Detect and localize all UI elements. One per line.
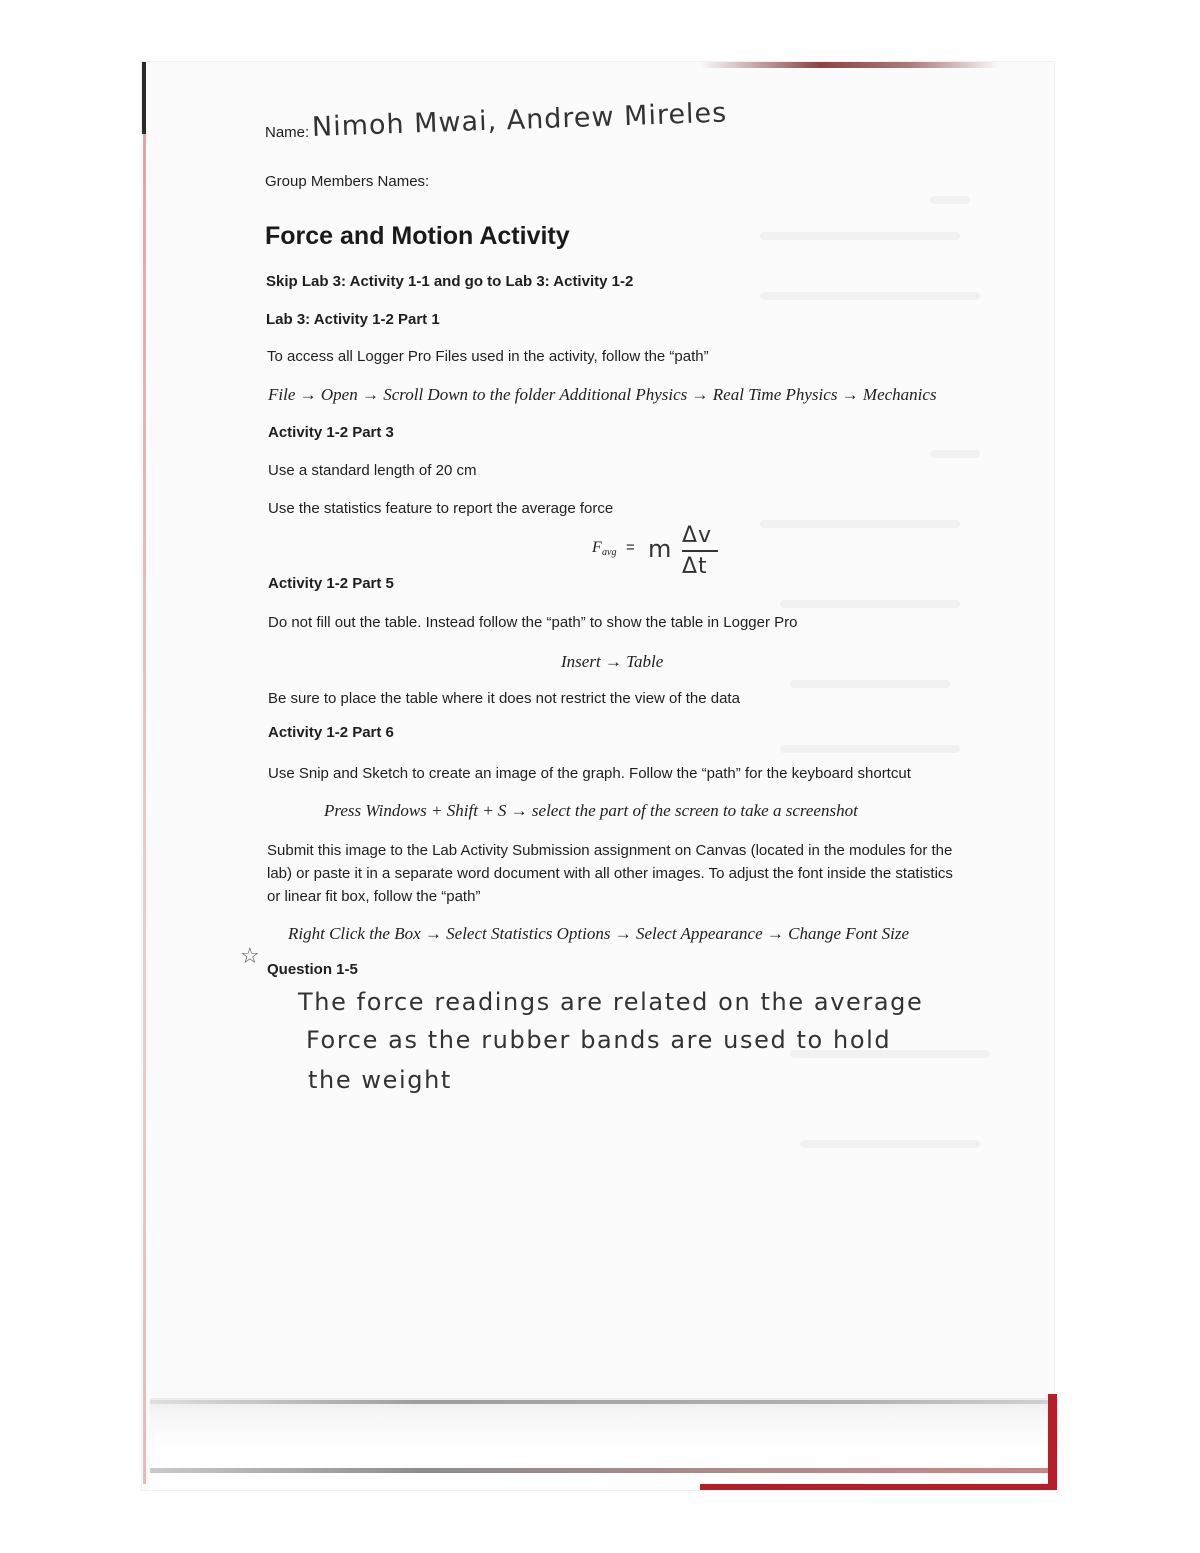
formula-fraction-bar [682, 550, 718, 552]
standard-length-text: Use a standard length of 20 cm [268, 462, 477, 479]
formula-mass: m [648, 535, 673, 563]
red-folder-edge [1048, 1394, 1057, 1490]
page-title: Force and Motion Activity [265, 222, 570, 250]
snip-text: Use Snip and Sketch to create an image of the graph. Follow the “path” for the keyboard shortcut [268, 765, 911, 782]
group-members-label: Group Members Names: [265, 173, 430, 190]
placement-text: Be sure to place the table where it does not restrict the view of the data [268, 690, 740, 707]
average-force-formula [590, 523, 740, 583]
part6-heading: Activity 1-2 Part 6 [268, 724, 394, 741]
name-label: Name: [265, 124, 310, 141]
paper-edge-shadow [142, 62, 146, 134]
answer-line-3: the weight [308, 1066, 452, 1094]
name-handwriting: Nimoh Mwai, Andrew Mireles [311, 97, 728, 143]
font-path: Right Click the Box → Select Statistics Options → Select Appearance → Change Font Size [288, 924, 910, 943]
paper-bottom-edge [150, 1468, 1050, 1473]
formula-denominator: Δt [682, 554, 708, 579]
paper-edge-red [143, 134, 146, 1484]
bleed-through-mark [930, 450, 980, 458]
access-path: File → Open → Scroll Down to the folder Additional Physics → Real Time Physics → Mechanics [268, 385, 937, 404]
part5-heading: Activity 1-2 Part 5 [268, 575, 394, 592]
formula-subscript: avg [602, 547, 617, 558]
skip-note: Skip Lab 3: Activity 1-1 and go to Lab 3: Activity 1-2 [266, 273, 634, 290]
question-heading: Question 1-5 [267, 961, 358, 978]
paper-bottom-fold [150, 1398, 1058, 1490]
statistics-text: Use the statistics feature to report the average force [268, 500, 614, 517]
snip-path: Press Windows + Shift + S → select the part of the screen to take a screenshot [324, 801, 858, 820]
bleed-through-mark [790, 680, 950, 688]
paper-fold-line [150, 1400, 1050, 1404]
formula-equals: = [626, 539, 635, 556]
part1-heading: Lab 3: Activity 1-2 Part 1 [266, 311, 440, 328]
bleed-through-mark [800, 1140, 980, 1148]
formula-f: F [592, 539, 602, 556]
answer-line-2: Force as the rubber bands are used to hold [306, 1026, 892, 1054]
answer-line-1: The force readings are related on the average [298, 988, 924, 1016]
part3-heading: Activity 1-2 Part 3 [268, 424, 394, 441]
submit-text: Submit this image to the Lab Activity Submission assignment on Canvas (located in the modules for the lab) or paste it in a separate word document with all other images. To adjust the font inside the statistics or linear fit box, follow the “path” [267, 842, 953, 905]
formula-numerator: Δv [682, 523, 713, 548]
bleed-through-mark [930, 196, 970, 204]
bleed-through-mark [760, 232, 960, 240]
access-text: To access all Logger Pro Files used in the activity, follow the “path” [267, 348, 709, 365]
red-folder-bottom [700, 1484, 1057, 1490]
paper-top-shadow [700, 62, 1000, 68]
star-annotation: ☆ [240, 944, 261, 969]
bleed-through-mark [760, 520, 960, 528]
bleed-through-mark [760, 292, 980, 300]
bleed-through-mark [780, 745, 960, 753]
table-text: Do not fill out the table. Instead follow the “path” to show the table in Logger Pro [268, 614, 798, 631]
bleed-through-mark [780, 600, 960, 608]
table-path: Insert → Table [561, 652, 664, 671]
